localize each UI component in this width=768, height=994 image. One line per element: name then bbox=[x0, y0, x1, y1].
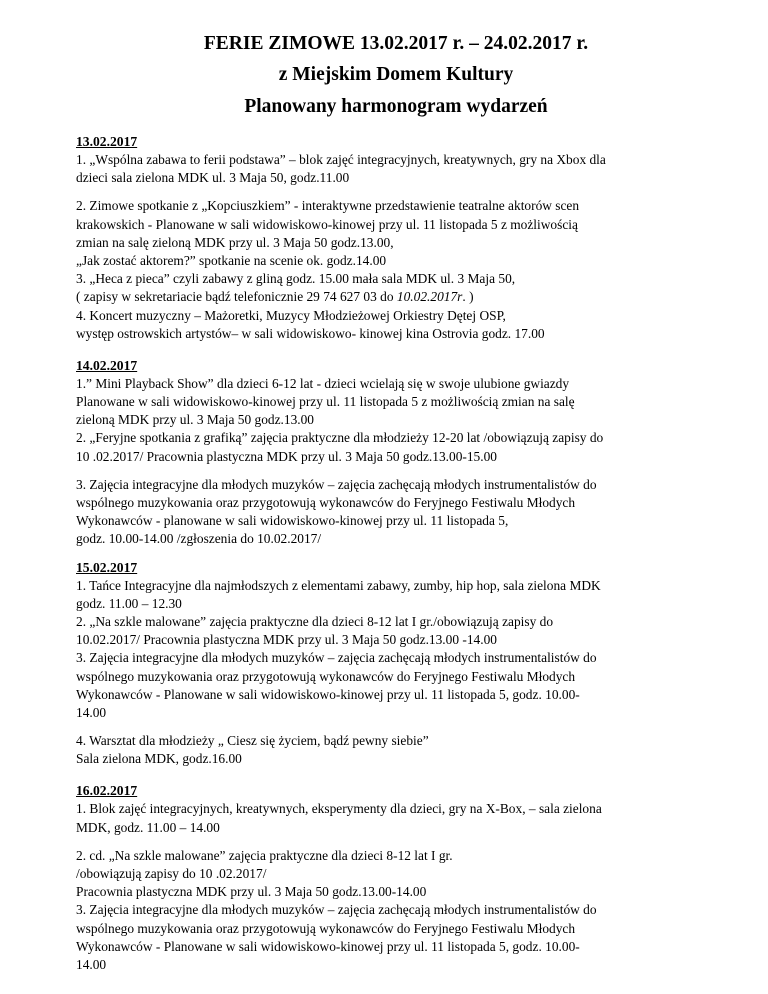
event-text-line: Wykonawców - planowane w sali widowiskowo-kinowej przy ul. 11 listopada 5, bbox=[76, 513, 509, 529]
event-text-line: zieloną MDK przy ul. 3 Maja 50 godz.13.00 bbox=[76, 412, 315, 428]
day-date-heading: 13.02.2017 bbox=[76, 134, 138, 149]
event-text-line: występ ostrowskich artystów– w sali widowiskowo- kinowej kina Ostrovia godz. 17.00 bbox=[76, 325, 545, 341]
day-section bbox=[76, 559, 716, 769]
event-text-line: /obowiązują zapisy do 10 .02.2017/ bbox=[76, 866, 267, 881]
event-text-line: 2. „Feryjne spotkania z grafiką” zajęcia praktyczne dla młodzieży 12-20 lat /obowiązują zapisy do bbox=[76, 430, 604, 446]
event-text-line: 1.” Mini Playback Show” dla dzieci 6-12 lat - dzieci wcielają się w swoje ulubione gwiazdy bbox=[76, 375, 570, 391]
document-page bbox=[76, 0, 716, 974]
event-text-line: 2. cd. „Na szkle malowane” zajęcia praktyczne dla dzieci 8-12 lat I gr. bbox=[76, 847, 453, 863]
event-text-line: 14.00 bbox=[76, 956, 107, 972]
event-text-line: Pracownia plastyczna MDK przy ul. 3 Maja 50 godz.13.00-14.00 bbox=[76, 884, 427, 900]
event-text-line: 2. Zimowe spotkanie z „Kopciuszkiem” - interaktywne przedstawienie teatralne aktorów scen bbox=[76, 198, 580, 214]
event-text-line: krakowskich - Planowane w sali widowiskowo-kinowej przy ul. 11 listopada 5 z możliwością bbox=[76, 216, 578, 232]
paragraph-gap bbox=[76, 187, 716, 197]
event-text-line: godz. 10.00-14.00 /zgłoszenia do 10.02.2017/ bbox=[76, 531, 322, 547]
paragraph-gap bbox=[76, 466, 716, 476]
event-text-line: wspólnego muzykowania oraz przygotowują wykonawców do Feryjnego Festiwalu Młodych bbox=[76, 495, 576, 510]
event-text-line: dzieci sala zielona MDK ul. 3 Maja 50, godz.11.00 bbox=[76, 170, 350, 186]
day-date-heading: 15.02.2017 bbox=[76, 559, 138, 575]
event-text-line: 4. Warsztat dla młodzieży „ Ciesz się życiem, bądź pewny siebie” bbox=[76, 733, 429, 749]
event-text-line: Wykonawców - Planowane w sali widowiskowo-kinowej przy ul. 11 listopada 5, godz. 10.00- bbox=[76, 938, 580, 954]
day-section bbox=[76, 357, 716, 549]
signup-deadline-date: 10.02.2017r bbox=[396, 289, 463, 305]
day-section bbox=[76, 133, 716, 343]
event-text-line: Wykonawców - Planowane w sali widowiskowo-kinowej przy ul. 11 listopada 5, godz. 10.00- bbox=[76, 686, 580, 702]
paragraph-gap bbox=[76, 722, 716, 732]
event-text-line: 3. Zajęcia integracyjne dla młodych muzyków – zajęcia zachęcają młodych instrumentalistów do bbox=[76, 476, 597, 492]
event-paragraph bbox=[76, 476, 716, 549]
event-paragraph bbox=[76, 732, 716, 768]
event-text-line: 4. Koncert muzyczny – Mażoretki, Muzycy Młodzieżowej Orkiestry Dętej OSP, bbox=[76, 307, 506, 323]
signup-deadline-tail: . ) bbox=[462, 289, 474, 305]
page-title: FERIE ZIMOWE 13.02.2017 r. – 24.02.2017 r. bbox=[203, 33, 589, 54]
event-text-line: 3. Zajęcia integracyjne dla młodych muzyków – zajęcia zachęcają młodych instrumentalistów do bbox=[76, 902, 597, 918]
event-text-line: 10.02.2017/ Pracownia plastyczna MDK przy ul. 3 Maja 50 godz.13.00 -14.00 bbox=[76, 632, 497, 648]
event-text-line: 3. „Heca z pieca” czyli zabawy z gliną godz. 15.00 mała sala MDK ul. 3 Maja 50, bbox=[76, 271, 516, 287]
event-text-line: 1. Tańce Integracyjne dla najmłodszych z elementami zabawy, zumby, hip hop, sala zielona MDK bbox=[76, 577, 601, 593]
event-text-line bbox=[76, 288, 716, 306]
day-section bbox=[76, 782, 716, 974]
event-text-line: „Jak zostać aktorem?” spotkanie na scenie ok. godz.14.00 bbox=[76, 252, 387, 268]
day-date-heading: 16.02.2017 bbox=[76, 783, 138, 799]
event-paragraph bbox=[76, 151, 716, 187]
event-text-line: Planowane w sali widowiskowo-kinowej przy ul. 11 listopada 5 z możliwością zmian na salę bbox=[76, 394, 575, 410]
paragraph-gap bbox=[76, 837, 716, 847]
day-date-heading: 14.02.2017 bbox=[76, 357, 138, 373]
event-text-line: Sala zielona MDK, godz.16.00 bbox=[76, 751, 242, 767]
event-text-line: 14.00 bbox=[76, 704, 107, 720]
event-text-line: wspólnego muzykowania oraz przygotowują wykonawców do Feryjnego Festiwalu Młodych bbox=[76, 920, 576, 936]
event-text-line: 10 .02.2017/ Pracownia plastyczna MDK przy ul. 3 Maja 50 godz.13.00-15.00 bbox=[76, 448, 497, 464]
event-text-line: 3. Zajęcia integracyjne dla młodych muzyków – zajęcia zachęcają młodych instrumentalistów do bbox=[76, 650, 597, 666]
event-text-fragment: ( zapisy w sekretariacie bądź telefonicznie 29 74 627 03 do bbox=[76, 289, 397, 305]
event-paragraph bbox=[76, 577, 716, 723]
event-text-line: wspólnego muzykowania oraz przygotowują wykonawców do Feryjnego Festiwalu Młodych bbox=[76, 668, 576, 684]
event-text-line: 1. „Wspólna zabawa to ferii podstawa” – blok zajęć integracyjnych, kreatywnych, gry na Xbox dla bbox=[76, 152, 606, 167]
event-text-line: 2. „Na szkle malowane” zajęcia praktyczne dla dzieci 8-12 lat I gr./obowiązują zapisy do bbox=[76, 613, 554, 629]
event-text-line: godz. 11.00 – 12.30 bbox=[76, 595, 182, 611]
event-text-line: zmian na salę zieloną MDK przy ul. 3 Maja 50 godz.13.00, bbox=[76, 234, 394, 250]
event-paragraph bbox=[76, 375, 716, 466]
event-paragraph bbox=[76, 847, 716, 974]
page-heading: Planowany harmonogram wydarzeń bbox=[244, 96, 548, 117]
schedule-content bbox=[76, 133, 716, 974]
page-subtitle: z Miejskim Domem Kultury bbox=[278, 64, 514, 85]
event-paragraph bbox=[76, 197, 716, 343]
event-text-line: MDK, godz. 11.00 – 14.00 bbox=[76, 819, 220, 835]
event-text-line: 1. Blok zajęć integracyjnych, kreatywnych, eksperymenty dla dzieci, gry na X-Box, – sala zielona bbox=[76, 801, 602, 817]
event-paragraph bbox=[76, 800, 716, 836]
